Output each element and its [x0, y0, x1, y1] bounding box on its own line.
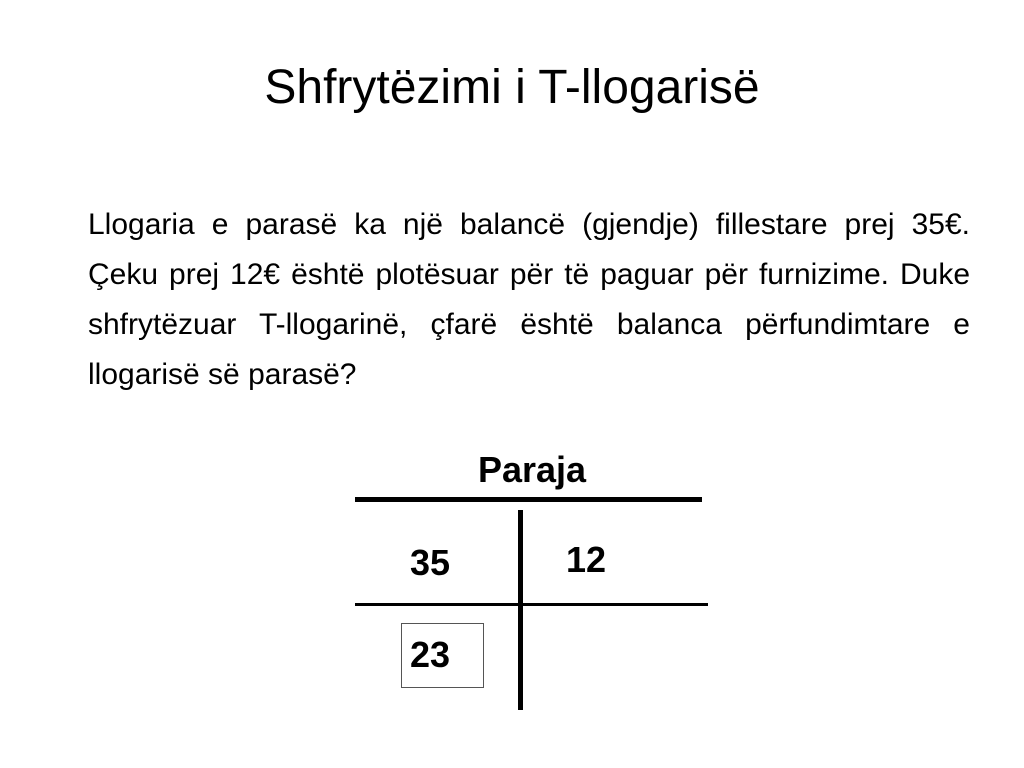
- ending-balance-amount: 23: [410, 634, 451, 675]
- t-account-name: Paraja: [477, 449, 587, 490]
- ending-balance-box: [401, 623, 484, 688]
- credit-amount: 12: [566, 539, 607, 580]
- t-account-vertical-line: [518, 510, 523, 710]
- slide-title: Shfrytëzimi i T-llogarisë: [264, 61, 760, 114]
- debit-amount: 35: [410, 542, 451, 583]
- t-account-top-line: [355, 497, 702, 502]
- problem-text: Llogaria e parasë ka një balancë (gjendje) fillestare prej 35€. Çeku prej 12€ është plotësuar për të paguar për furnizime. Duke shfrytëzuar T-llogarinë, çfarë është balanca përfundimtare e llogarisë së parasë?: [88, 208, 970, 391]
- t-account-total-line: [355, 603, 708, 606]
